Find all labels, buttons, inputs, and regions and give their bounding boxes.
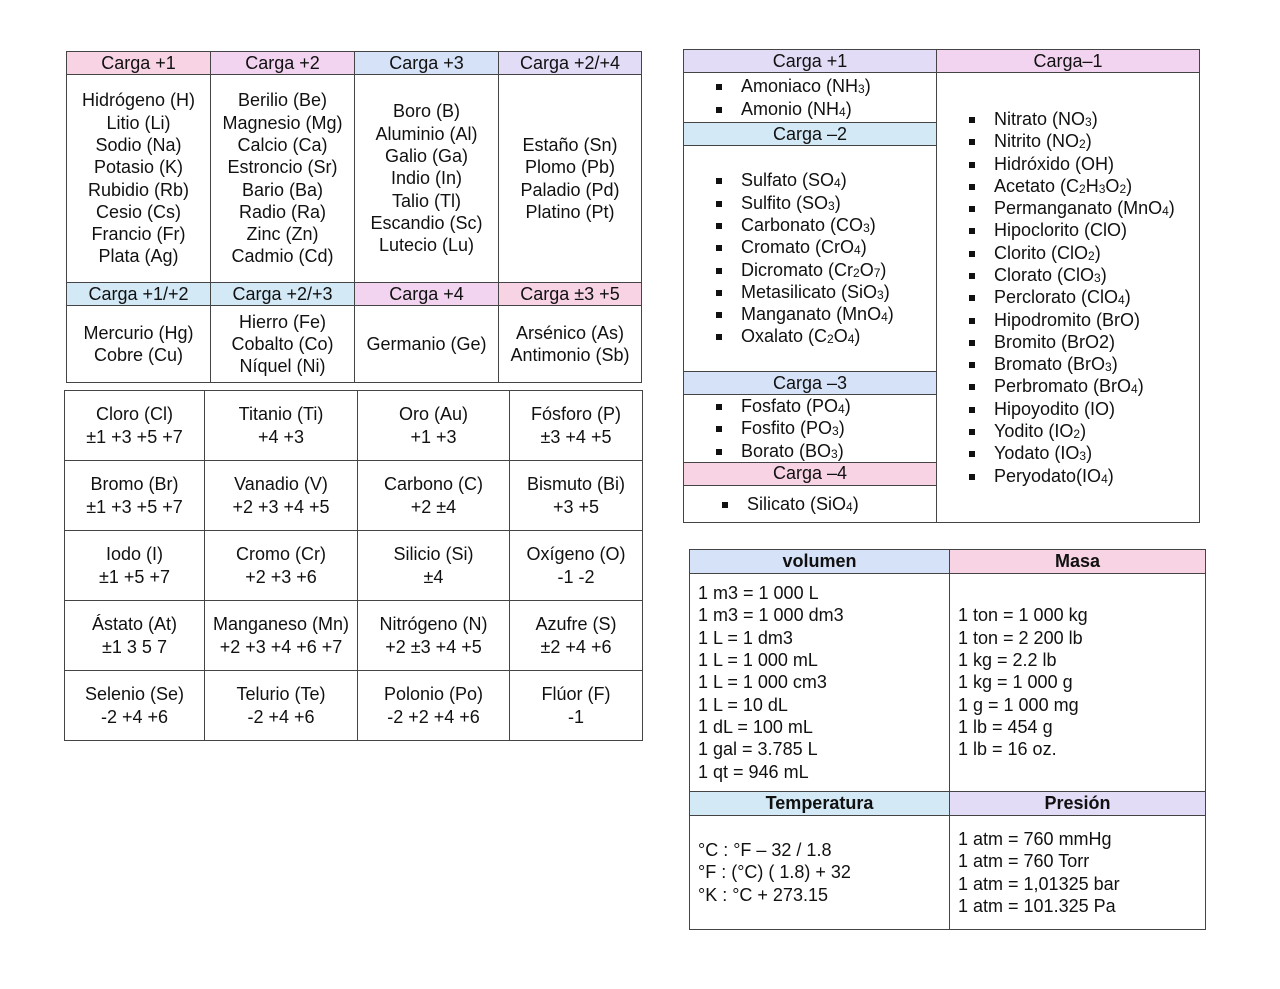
list-item: 1 L = 1 000 mL xyxy=(698,650,818,671)
element-charge-cell xyxy=(358,461,510,531)
header-carga-plus4: Carga +4 xyxy=(355,283,499,306)
ion-list-item: Silicato (SiO$_4$) xyxy=(722,493,936,515)
list-volumen xyxy=(690,574,950,792)
ion-list-item: Fosfito $(PO_3)$ xyxy=(716,417,936,439)
list-temperatura xyxy=(690,816,950,930)
list-item: 1 ton = 2 200 lb xyxy=(958,627,1083,648)
list-item: Bario (Ba) xyxy=(241,179,324,200)
element-name: Polonio (Po) xyxy=(383,683,484,704)
list-item: 1 gal = 3.785 L xyxy=(698,739,818,760)
ion-list-item: Oxalato $(C_2O_4)$ xyxy=(716,325,936,347)
list-item: 1 qt = 946 mL xyxy=(698,761,809,782)
ion-list-item: Carbonato $(CO_3)$ xyxy=(716,214,936,236)
list-carga-plus4 xyxy=(355,306,499,383)
header-carga-plus2-plus4: Carga +2/+4 xyxy=(499,52,642,75)
ion-list-item: Sulfito $(SO_3)$ xyxy=(716,192,936,214)
element-charge-cell xyxy=(510,671,643,741)
list-item: Francio (Fr) xyxy=(91,224,186,245)
element-charges: ±3 +4 +5 xyxy=(540,426,612,447)
list-item: 1 kg = 1 000 g xyxy=(958,672,1073,693)
header-ion-minus4: Carga –4 xyxy=(684,462,937,485)
element-charge-cell xyxy=(205,391,358,461)
element-charge-cell xyxy=(205,601,358,671)
list-item: 1 L = 10 dL xyxy=(698,694,788,715)
element-charges: -2 +4 +6 xyxy=(247,706,315,727)
list-ion-minus2 xyxy=(684,146,937,372)
list-item: Litio (Li) xyxy=(106,112,171,133)
element-charge-cell xyxy=(510,391,643,461)
element-name: Nitrógeno (N) xyxy=(379,613,488,634)
element-name: Iodo (I) xyxy=(105,543,164,564)
element-name: Telurio (Te) xyxy=(236,683,326,704)
list-item: Zinc (Zn) xyxy=(246,224,319,245)
list-item: Níquel (Ni) xyxy=(239,356,326,377)
list-item: Radio (Ra) xyxy=(238,201,327,222)
list-item: Lutecio (Lu) xyxy=(378,235,475,256)
element-charges: -2 +4 +6 xyxy=(100,706,169,727)
element-charges: ±4 xyxy=(423,566,444,587)
element-name: Silicio (Si) xyxy=(393,543,474,564)
element-charge-cell xyxy=(205,461,358,531)
ion-list-item: Metasilicato (SiO$_3$) xyxy=(716,281,936,303)
list-ion-minus1 xyxy=(937,73,1200,523)
list-item: °K : °C + 273.15 xyxy=(698,884,828,905)
ion-list-item: Nitrato $(NO_3)$ xyxy=(969,108,1199,130)
list-item: Indio (In) xyxy=(390,168,463,189)
header-carga-plus1: Carga +1 xyxy=(67,52,211,75)
ion-list-item: $Peryodato(IO_4)$ xyxy=(969,465,1199,487)
list-item: Magnesio (Mg) xyxy=(222,112,343,133)
list-carga-plus1 xyxy=(67,75,211,283)
element-charge-cell xyxy=(358,531,510,601)
element-charges: +2 ±4 xyxy=(410,496,457,517)
element-charge-cell xyxy=(65,601,205,671)
list-item: Antimonio (Sb) xyxy=(510,345,630,365)
element-name: Vanadio (V) xyxy=(234,473,328,494)
conversion-table xyxy=(689,549,1206,930)
ion-list-item: Borato $(BO_3)$ xyxy=(716,440,936,462)
list-carga-pm3-plus5 xyxy=(499,306,642,383)
list-masa xyxy=(950,574,1206,792)
ion-list-item: Sulfato $(SO_4)$ xyxy=(716,169,936,191)
header-masa: Masa xyxy=(950,550,1206,574)
element-charges: -2 +2 +4 +6 xyxy=(387,706,480,727)
element-charges: -1 xyxy=(567,706,584,727)
element-charges: +4 +3 xyxy=(257,426,305,447)
header-presion: Presión xyxy=(950,792,1206,816)
element-charge-cell xyxy=(65,671,205,741)
element-name: Ástato (At) xyxy=(91,613,178,634)
list-item: Berilio (Be) xyxy=(237,90,328,111)
header-carga-pm3-plus5: Carga ±3 +5 xyxy=(499,283,642,306)
ion-list-item: Bromato (BrO$_3$) xyxy=(969,353,1199,375)
element-name: Titanio (Ti) xyxy=(238,403,324,424)
element-name: Bromo (Br) xyxy=(90,473,179,494)
ion-list-item: Hipodromito (BrO) xyxy=(969,309,1199,331)
element-charge-cell xyxy=(358,671,510,741)
header-carga-plus2: Carga +2 xyxy=(211,52,355,75)
header-temperatura: Temperatura xyxy=(690,792,950,816)
ion-list-item: Hidróxido (OH) xyxy=(969,153,1199,175)
element-charge-cell xyxy=(358,391,510,461)
list-carga-plus3 xyxy=(355,75,499,283)
list-item: °C : °F – 32 / 1.8 xyxy=(698,840,832,861)
ion-list-item: Yodito $(IO_2)$ xyxy=(969,420,1199,442)
list-carga-plus2-plus4 xyxy=(499,75,642,283)
list-item: Cadmio (Cd) xyxy=(231,246,334,267)
element-charges: +2 +3 +4 +6 +7 xyxy=(219,636,343,657)
ion-list-item: Clorito (ClO$_2$) xyxy=(969,242,1199,264)
list-item: Cesio (Cs) xyxy=(95,201,181,222)
element-charge-cell xyxy=(358,601,510,671)
list-ion-minus3 xyxy=(684,395,937,463)
list-ion-plus1 xyxy=(684,73,937,123)
header-ion-plus1: Carga +1 xyxy=(684,50,937,73)
element-charge-cell xyxy=(65,461,205,531)
element-charges: +1 +3 xyxy=(410,426,457,447)
list-item: 1 dL = 100 mL xyxy=(698,716,813,737)
element-name: Selenio (Se) xyxy=(84,683,185,704)
list-item: 1 atm = 760 mmHg xyxy=(958,828,1112,849)
header-volumen: volumen xyxy=(690,550,950,574)
ion-list-item: Acetato $(C_2H_3O_2)$ xyxy=(969,175,1199,197)
element-name: Cloro (Cl) xyxy=(95,403,173,424)
list-item: 1 m3 = 1 000 L xyxy=(698,583,819,604)
list-carga-plus2 xyxy=(211,75,355,283)
ion-list-item: Nitrito $(NO_2)$ xyxy=(969,130,1199,152)
ion-list-item: Perbromato (BrO$_4$) xyxy=(969,375,1199,397)
list-item: Cobre (Cu) xyxy=(93,345,184,365)
list-ion-minus4 xyxy=(684,485,937,522)
list-item: Boro (B) xyxy=(392,101,461,122)
element-charges: +2 ±3 +4 +5 xyxy=(385,636,482,657)
list-item: 1 L = 1 dm3 xyxy=(698,627,793,648)
ion-list-item: Fosfato $(PO_4)$ xyxy=(716,395,936,417)
anion-charge-table xyxy=(683,49,1200,523)
element-name: Bismuto (Bi) xyxy=(526,473,625,494)
list-item: 1 atm = 760 Torr xyxy=(958,851,1090,872)
list-item: Talio (Tl) xyxy=(391,190,461,211)
ion-list-item: Amoniaco $(NH_3)$ xyxy=(716,75,936,97)
ion-list-item: Manganato (MnO$_4$) xyxy=(716,303,936,325)
ion-list-item: Bromito (BrO2) xyxy=(969,331,1199,353)
ion-list-item: Cromato (CrO$_4$) xyxy=(716,236,936,258)
element-charges: ±2 +4 +6 xyxy=(540,636,612,657)
ion-list-item: Hipoclorito (ClO) xyxy=(969,219,1199,241)
list-presion xyxy=(950,816,1206,930)
header-carga-plus2-plus3: Carga +2/+3 xyxy=(211,283,355,306)
list-item: Hierro (Fe) xyxy=(238,311,326,332)
element-charges: +2 +3 +4 +5 xyxy=(232,496,330,517)
list-item: Potasio (K) xyxy=(93,157,184,178)
list-item: 1 ton = 1 000 kg xyxy=(958,605,1088,626)
list-carga-plus1-plus2 xyxy=(67,306,211,383)
list-item: 1 lb = 16 oz. xyxy=(958,739,1057,760)
multi-charge-table xyxy=(64,390,643,741)
ion-list-item: Dicromato $(Cr_2O_7)$ xyxy=(716,259,936,281)
cation-charge-table xyxy=(66,51,642,383)
element-charge-cell xyxy=(65,391,205,461)
element-name: Cromo (Cr) xyxy=(236,543,326,564)
element-name: Azufre (S) xyxy=(535,613,617,634)
list-item: 1 g = 1 000 mg xyxy=(958,694,1079,715)
list-item: Plomo (Pb) xyxy=(524,157,616,178)
element-name: Flúor (F) xyxy=(541,683,611,704)
element-charges: ±1 +3 +5 +7 xyxy=(86,426,183,447)
header-ion-minus3: Carga –3 xyxy=(684,372,937,395)
list-item: Cobalto (Co) xyxy=(231,333,334,354)
list-item: 1 atm = 1,01325 bar xyxy=(958,873,1120,894)
element-charge-cell xyxy=(205,531,358,601)
list-item: Paladio (Pd) xyxy=(520,179,620,200)
list-item: Mercurio (Hg) xyxy=(83,322,194,343)
element-charges: ±1 +3 +5 +7 xyxy=(86,496,183,517)
list-item: Arsénico (As) xyxy=(515,322,625,343)
list-item: Estroncio (Sr) xyxy=(227,157,338,178)
element-charges: +2 +3 +6 xyxy=(245,566,317,587)
element-charge-cell xyxy=(205,671,358,741)
header-ion-minus2: Carga –2 xyxy=(684,123,937,146)
list-item: 1 m3 = 1 000 dm3 xyxy=(698,605,844,626)
element-name: Oxígeno (O) xyxy=(526,543,626,564)
header-ion-minus1: Carga–1 xyxy=(937,50,1200,73)
ion-list-item: Yodato $(IO_3)$ xyxy=(969,442,1199,464)
list-item: 1 atm = 101.325 Pa xyxy=(958,895,1116,916)
list-item: Platino (Pt) xyxy=(525,201,615,222)
list-item: 1 L = 1 000 cm3 xyxy=(698,672,827,693)
element-charges: +3 +5 xyxy=(552,496,600,517)
list-item: Galio (Ga) xyxy=(384,146,469,167)
list-item: Estaño (Sn) xyxy=(522,134,618,155)
list-item: Rubidio (Rb) xyxy=(87,179,190,200)
list-item: 1 kg = 2.2 lb xyxy=(958,650,1057,671)
list-item: Germanio (Ge) xyxy=(366,333,487,354)
ion-list-item: Amonio $(NH_4)$ xyxy=(716,98,936,120)
list-item: Calcio (Ca) xyxy=(237,134,328,155)
ion-list-item: Clorato (ClO$_3$) xyxy=(969,264,1199,286)
ion-list-item: Permanganato (MnO$_4$) xyxy=(969,197,1199,219)
header-carga-plus1-plus2: Carga +1/+2 xyxy=(67,283,211,306)
ion-list-item: Hipoyodito (IO) xyxy=(969,398,1199,420)
element-charges: ±1 3 5 7 xyxy=(102,636,167,657)
element-name: Oro (Au) xyxy=(398,403,468,424)
list-item: 1 lb = 454 g xyxy=(958,716,1053,737)
ion-list-item: Perclorato (ClO$_4$) xyxy=(969,286,1199,308)
element-name: Manganeso (Mn) xyxy=(212,613,350,634)
element-charges: -1 -2 xyxy=(557,566,595,587)
element-name: Fósforo (P) xyxy=(530,403,622,424)
list-item: Hidrógeno (H) xyxy=(81,90,196,111)
element-charges: ±1 +5 +7 xyxy=(99,566,170,587)
list-carga-plus2-plus3 xyxy=(211,306,355,383)
list-item: Escandio (Sc) xyxy=(370,212,483,233)
list-item: Plata (Ag) xyxy=(98,246,179,267)
list-item: Sodio (Na) xyxy=(95,134,182,155)
list-item: Aluminio (Al) xyxy=(375,123,478,144)
header-carga-plus3: Carga +3 xyxy=(355,52,499,75)
list-item: °F : (°C) ( 1.8) + 32 xyxy=(698,862,851,883)
element-charge-cell xyxy=(510,461,643,531)
element-name: Carbono (C) xyxy=(383,473,484,494)
element-charge-cell xyxy=(65,531,205,601)
element-charge-cell xyxy=(510,531,643,601)
element-charge-cell xyxy=(510,601,643,671)
